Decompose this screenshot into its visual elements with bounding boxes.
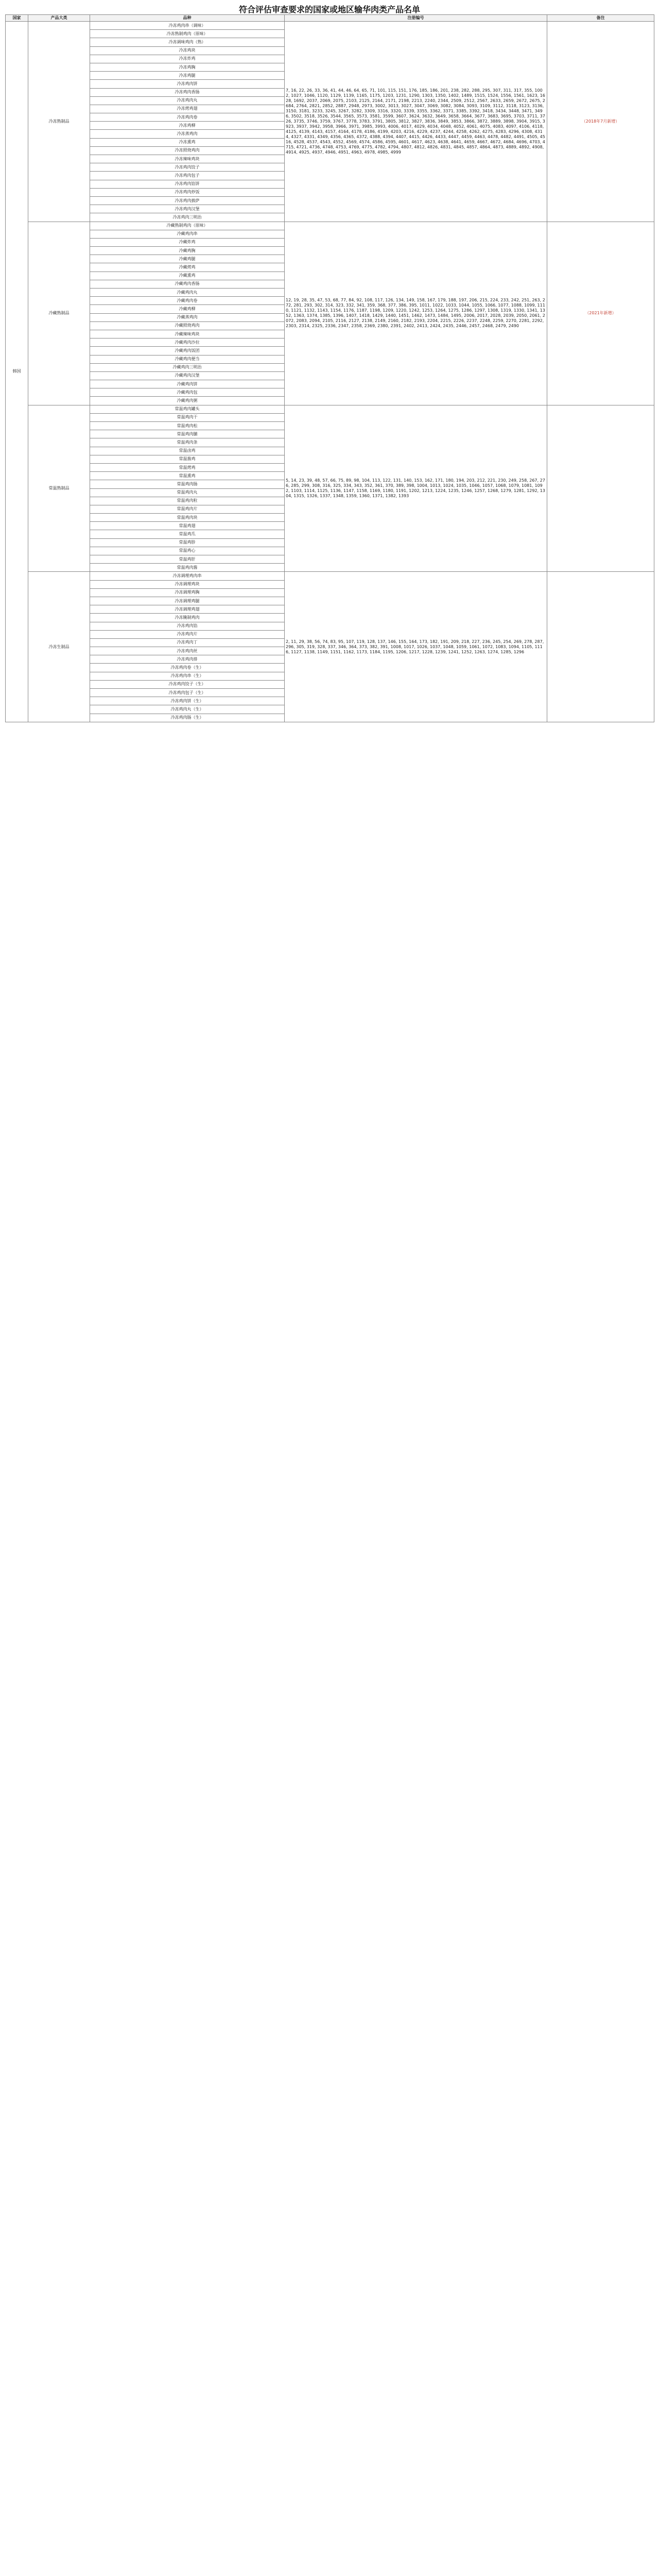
variety-cell: 冷藏照烧鸡肉 — [90, 321, 285, 330]
variety-cell: 冷藏鸡肉沙拉 — [90, 338, 285, 347]
variety-cell: 冷冻辣味鸡块 — [90, 155, 285, 163]
registration-codes-cell: 2, 11, 29, 38, 56, 74, 83, 95, 107, 119, 128, 137, 146, 155, 164, 173, 182, 191, 209, 218, 227, 236, 245, 254, 269, 278, 287, 296, 305, 319, 328, 337, 346, 364, 373, 382, 391, 1008, 1017, 1026, 1037, 1048, 1059, 1061, 1072, 1083, 1094, 1105, 1116, 1127, 1138, 1149, 1151, 1162, 1173, 1184, 1195, 1206, 1217, 1228, 1239, 1241, 1252, 1263, 1274, 1285, 1296 — [285, 572, 547, 722]
variety-cell: 冷冻调理鸡肉串 — [90, 572, 285, 580]
table-body — [6, 22, 654, 722]
registration-codes-cell: 12, 19, 28, 35, 47, 53, 68, 77, 84, 92, 108, 117, 126, 134, 149, 158, 167, 179, 188, 197, 206, 215, 224, 233, 242, 251, 263, 272, 281, 293, 302, 314, 323, 332, 341, 359, 368, 377, 386, 395, 1011, 1022, 1033, 1044, 1055, 1066, 1077, 1088, 1099, 1110, 1121, 1132, 1143, 1154, 1176, 1187, 1198, 1209, 1220, 1242, 1253, 1264, 1275, 1286, 1297, 1308, 1319, 1330, 1341, 1352, 1363, 1374, 1385, 1396, 1407, 1418, 1429, 1440, 1451, 1462, 1473, 1484, 1495, 2006, 2017, 2028, 2039, 2050, 2061, 2072, 2083, 2094, 2105, 2116, 2127, 2138, 2149, 2160, 2182, 2193, 2204, 2215, 2226, 2237, 2248, 2259, 2270, 2281, 2292, 2303, 2314, 2325, 2336, 2347, 2358, 2369, 2380, 2391, 2402, 2413, 2424, 2435, 2446, 2457, 2468, 2479, 2490 — [285, 222, 547, 405]
variety-cell: 冷藏鸡腿 — [90, 255, 285, 263]
page-title: 符合评估审查要求的国家或地区输华肉类产品名单 — [238, 5, 420, 14]
variety-cell: 常温鸡肉罐头 — [90, 405, 285, 413]
variety-cell: 冷冻鸡肉三明治 — [90, 213, 285, 222]
variety-cell: 冷冻熏鸡 — [90, 138, 285, 146]
variety-cell: 常温鸡肝 — [90, 555, 285, 564]
variety-cell: 常温鸡肉条 — [90, 438, 285, 447]
variety-cell: 冷藏蒸鸡肉 — [90, 313, 285, 321]
product-table — [5, 14, 654, 722]
variety-cell: 冷冻鸡肉丝 — [90, 647, 285, 655]
remarks-cell — [547, 572, 654, 722]
remarks-cell — [547, 405, 654, 572]
variety-cell: 冷藏鸡肉汉堡 — [90, 371, 285, 380]
variety-cell: 常温酱鸡 — [90, 455, 285, 463]
category-cell: 冷藏熟制品 — [28, 222, 90, 405]
variety-cell: 冷冻鸡肉片 — [90, 630, 285, 638]
variety-cell: 冷藏鸡肉饼 — [90, 380, 285, 388]
variety-cell: 常温鸡肉片 — [90, 505, 285, 513]
variety-cell: 常温鸡肉丸 — [90, 488, 285, 497]
variety-cell: 冷冻调理鸡翅 — [90, 605, 285, 614]
variety-cell: 冷冻调理鸡块 — [90, 580, 285, 588]
variety-cell: 冷冻炸鸡 — [90, 55, 285, 63]
variety-cell: 常温鸡肉干 — [90, 413, 285, 421]
variety-cell: 常温鸡肉松 — [90, 422, 285, 430]
variety-cell: 冷冻鸡肉丸 — [90, 96, 285, 105]
variety-cell: 冷冻鸡肉丁 — [90, 638, 285, 647]
header-remarks: 备注 — [547, 15, 654, 22]
variety-cell: 冷藏炸鸡 — [90, 238, 285, 246]
variety-cell: 冷冻调理鸡腿 — [90, 597, 285, 605]
variety-cell: 冷冻鸡肉饺子（生） — [90, 680, 285, 688]
variety-cell: 冷藏鸡肉串 — [90, 230, 285, 238]
variety-cell: 常温鸡肉肠 — [90, 480, 285, 488]
variety-cell: 冷藏鸡胸 — [90, 247, 285, 255]
variety-cell: 冷藏熟制鸡肉（原味） — [90, 222, 285, 230]
variety-cell: 冷藏鸡肉香肠 — [90, 280, 285, 288]
variety-cell: 冷藏鸡肉包 — [90, 388, 285, 397]
variety-cell: 常温鸡肉脯 — [90, 430, 285, 438]
country-cell: 韩国 — [6, 22, 28, 722]
variety-cell: 冷藏辣味鸡块 — [90, 330, 285, 338]
variety-cell: 冷冻熟制鸡肉（原味） — [90, 30, 285, 38]
variety-cell: 冷冻鸡肉包子（生） — [90, 689, 285, 697]
variety-cell: 冷冻鸡肉馅 — [90, 622, 285, 630]
variety-cell: 冷冻鸡肉串（调味） — [90, 22, 285, 30]
variety-cell: 常温鸡肉酱 — [90, 564, 285, 572]
variety-cell: 冷藏烤鸡 — [90, 263, 285, 272]
variety-cell: 常温鸡胗 — [90, 538, 285, 547]
variety-cell: 冷冻鸡肉卷（生） — [90, 664, 285, 672]
variety-cell: 冷冻鸡肉汉堡 — [90, 205, 285, 213]
variety-cell: 冷冻鸡肉肠（生） — [90, 714, 285, 722]
variety-cell: 冷藏鸡肉粥 — [90, 397, 285, 405]
variety-cell: 冷冻烤鸡翅 — [90, 105, 285, 113]
variety-cell: 常温鸡肉块 — [90, 514, 285, 522]
variety-cell: 常温熏鸡 — [90, 472, 285, 480]
header-category: 产品大类 — [28, 15, 90, 22]
remarks-cell: （2018年7月新增） — [547, 22, 654, 222]
variety-cell: 冷冻鸡柳 — [90, 122, 285, 130]
variety-cell: 常温鸡肉粒 — [90, 497, 285, 505]
header-country: 国家 — [6, 15, 28, 22]
variety-cell: 常温卤鸡 — [90, 447, 285, 455]
remarks-cell: （2021年新增） — [547, 222, 654, 405]
variety-cell: 冷冻鸡肉香肠 — [90, 88, 285, 96]
variety-cell: 常温鸡翅 — [90, 522, 285, 530]
header-reg-no: 注册编号 — [285, 15, 547, 22]
variety-cell: 冷冻鸡块 — [90, 46, 285, 55]
variety-cell: 冷冻鸡肉炒饭 — [90, 188, 285, 196]
variety-cell: 冷冻鸡肉丸（生） — [90, 705, 285, 714]
variety-cell: 冷藏鸡肉丸 — [90, 289, 285, 297]
variety-cell: 冷藏鸡肉饭团 — [90, 347, 285, 355]
variety-cell: 冷冻蒸鸡肉 — [90, 130, 285, 138]
variety-cell: 冷冻照烧鸡肉 — [90, 146, 285, 155]
table-row — [6, 22, 654, 30]
table-row — [6, 405, 654, 413]
variety-cell: 冷冻鸡肉包子 — [90, 172, 285, 180]
category-cell: 常温熟制品 — [28, 405, 90, 572]
variety-cell: 冷冻鸡肉卷 — [90, 113, 285, 122]
variety-cell: 冷冻调味鸡肉（熟） — [90, 38, 285, 46]
registration-codes-cell: 5, 14, 23, 39, 48, 57, 66, 75, 89, 98, 104, 113, 122, 131, 140, 153, 162, 171, 180, 194, 203, 212, 221, 230, 249, 258, 267, 276, 285, 299, 308, 316, 325, 334, 343, 352, 361, 370, 389, 398, 1004, 1013, 1024, 1035, 1046, 1057, 1068, 1079, 1081, 1092, 1103, 1114, 1125, 1136, 1147, 1158, 1169, 1180, 1191, 1202, 1213, 1224, 1235, 1246, 1257, 1268, 1279, 1281, 1292, 1304, 1315, 1326, 1337, 1348, 1359, 1360, 1371, 1382, 1393 — [285, 405, 547, 572]
table-row — [6, 572, 654, 580]
variety-cell: 冷冻鸡肉排 — [90, 655, 285, 664]
variety-cell: 冷冻鸡肉串（生） — [90, 672, 285, 680]
registration-codes-cell: 7, 16, 22, 26, 33, 36, 41, 44, 46, 64, 65, 71, 101, 115, 151, 176, 185, 186, 201, 238, 282, 288, 295, 307, 311, 317, 355, 1002, 1027, 1046, 1120, 1129, 1139, 1165, 1175, 1203, 1231, 1290, 1303, 1350, 1402, 1489, 1515, 1524, 1556, 1561, 1623, 1628, 1692, 2037, 2069, 2075, 2103, 2125, 2164, 2171, 2198, 2213, 2240, 2344, 2509, 2512, 2567, 2633, 2659, 2672, 2675, 2684, 2764, 2821, 2852, 2887, 2948, 2973, 3002, 3013, 3027, 3047, 3069, 3082, 3084, 3093, 3109, 3112, 3118, 3123, 3136, 3150, 3181, 3233, 3245, 3267, 3282, 3309, 3316, 3320, 3339, 3355, 3362, 3371, 3385, 3392, 3418, 3434, 3448, 3471, 3496, 3502, 3518, 3526, 3544, 3565, 3573, 3581, 3599, 3607, 3624, 3632, 3649, 3658, 3664, 3677, 3683, 3695, 3703, 3711, 3726, 3735, 3746, 3759, 3767, 3778, 3783, 3791, 3805, 3812, 3827, 3836, 3849, 3853, 3866, 3872, 3889, 3898, 3904, 3915, 3923, 3937, 3942, 3958, 3966, 3971, 3985, 3993, 4006, 4017, 4029, 4034, 4048, 4052, 4061, 4075, 4083, 4097, 4106, 4118, 4125, 4139, 4143, 4157, 4164, 4178, 4186, 4199, 4203, 4216, 4229, 4237, 4244, 4258, 4262, 4275, 4283, 4296, 4308, 4314, 4327, 4331, 4349, 4356, 4365, 4372, 4388, 4394, 4407, 4415, 4426, 4433, 4447, 4459, 4463, 4478, 4482, 4491, 4505, 4516, 4528, 4537, 4543, 4552, 4569, 4574, 4586, 4595, 4601, 4617, 4623, 4638, 4641, 4659, 4667, 4672, 4684, 4696, 4703, 4715, 4721, 4736, 4748, 4753, 4769, 4775, 4782, 4794, 4807, 4812, 4826, 4831, 4845, 4857, 4864, 4873, 4889, 4892, 4908, 4914, 4925, 4937, 4946, 4951, 4963, 4978, 4985, 4999 — [285, 22, 547, 222]
variety-cell: 常温鸡爪 — [90, 530, 285, 538]
category-cell: 冷冻生制品 — [28, 572, 90, 722]
variety-cell: 冷冻鸡肉饼 — [90, 80, 285, 88]
variety-cell: 冷冻鸡肉披萨 — [90, 196, 285, 205]
variety-cell: 冷冻鸡肉饺子 — [90, 163, 285, 172]
header-row — [6, 15, 654, 22]
variety-cell: 冷冻鸡肉馅饼 — [90, 180, 285, 188]
variety-cell: 冷藏鸡肉卷 — [90, 297, 285, 305]
variety-cell: 常温鸡心 — [90, 547, 285, 555]
variety-cell: 冷冻鸡腿 — [90, 72, 285, 80]
variety-cell: 常温烤鸡 — [90, 463, 285, 471]
table-row — [6, 222, 654, 230]
variety-cell: 冷藏鸡肉便当 — [90, 355, 285, 363]
variety-cell: 冷冻调理鸡胸 — [90, 588, 285, 597]
variety-cell: 冷冻鸡肉饼（生） — [90, 697, 285, 705]
header-variety: 品种 — [90, 15, 285, 22]
variety-cell: 冷藏熏鸡 — [90, 272, 285, 280]
variety-cell: 冷藏鸡肉三明治 — [90, 363, 285, 371]
variety-cell: 冷冻腌制鸡肉 — [90, 614, 285, 622]
variety-cell: 冷冻鸡胸 — [90, 63, 285, 71]
category-cell: 冷冻熟制品 — [28, 22, 90, 222]
variety-cell: 冷藏鸡柳 — [90, 305, 285, 313]
